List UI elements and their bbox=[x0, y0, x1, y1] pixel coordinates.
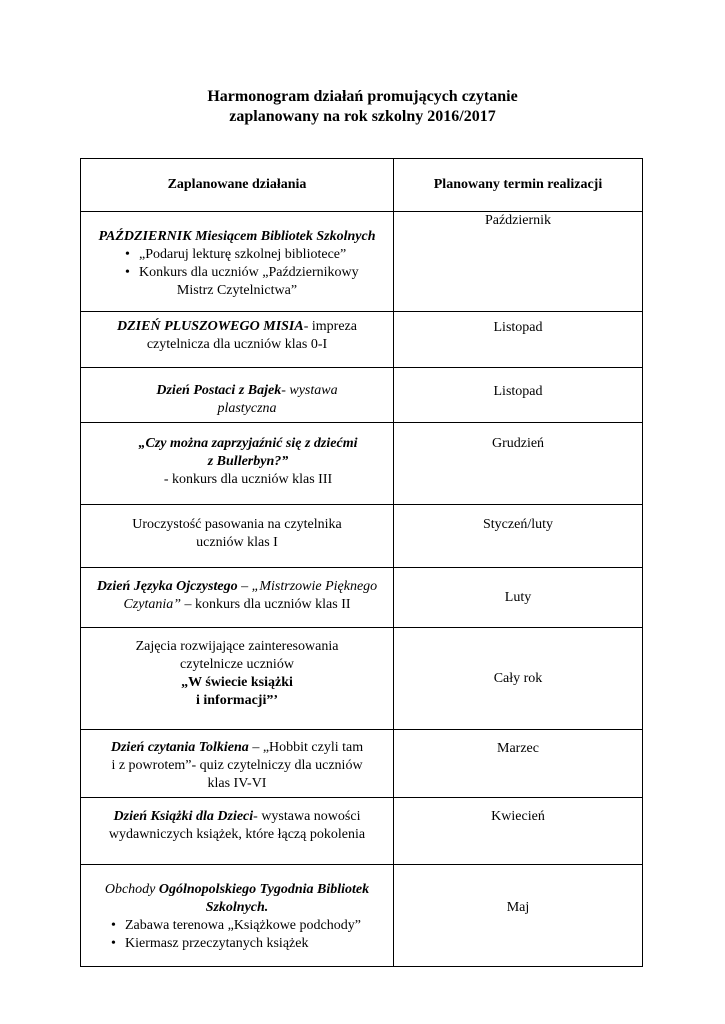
list-item: • Kiermasz przeczytanych książek bbox=[111, 935, 385, 953]
activity-cell bbox=[81, 212, 394, 312]
table-row bbox=[81, 865, 643, 967]
activity-line: plastyczna bbox=[217, 401, 277, 416]
activity-cell bbox=[81, 423, 394, 505]
activity-cell bbox=[81, 798, 394, 865]
activity-line: Zajęcia rozwijające zainteresowania bbox=[135, 639, 339, 654]
activity-line: czytelnicze uczniów bbox=[180, 657, 294, 672]
schedule-table bbox=[80, 158, 643, 967]
list-item: • Konkurs dla uczniów „Październikowy bbox=[125, 264, 385, 282]
table-row bbox=[81, 798, 643, 865]
list-item: • „Podaruj lekturę szkolnej bibliotece” bbox=[125, 246, 385, 264]
term-cell: Marzec bbox=[394, 730, 643, 798]
table-row bbox=[81, 628, 643, 730]
activity-cell bbox=[81, 568, 394, 628]
activity-cell bbox=[81, 865, 394, 967]
activity-title-line: Szkolnych. bbox=[205, 900, 269, 915]
activity-line: czytelnicza dla uczniów klas 0-I bbox=[146, 337, 328, 352]
activity-cell bbox=[81, 312, 394, 368]
term-cell: Listopad bbox=[394, 368, 643, 423]
activity-bullet-list bbox=[89, 917, 385, 953]
title-line-2: zaplanowany na rok szkolny 2016/2017 bbox=[229, 108, 496, 125]
activity-line: klas IV-VI bbox=[207, 776, 267, 791]
term-cell: Luty bbox=[394, 568, 643, 628]
activity-text: – bbox=[237, 579, 252, 594]
table-row bbox=[81, 423, 643, 505]
table-header-row bbox=[81, 159, 643, 212]
activity-text: Obchody bbox=[104, 882, 159, 897]
activity-title: „W świecie książki bbox=[181, 675, 293, 690]
activity-text: - wystawa bbox=[281, 383, 338, 398]
list-item: • Zabawa terenowa „Książkowe podchody” bbox=[111, 917, 385, 935]
activity-title-line: i informacji”’ bbox=[195, 693, 279, 708]
title-line-1: Harmonogram działań promujących czytanie bbox=[207, 88, 518, 105]
term-cell: Kwiecień bbox=[394, 798, 643, 865]
term-cell: Maj bbox=[394, 865, 643, 967]
table-row bbox=[81, 312, 643, 368]
activity-text: Czytania” bbox=[123, 597, 182, 612]
activity-cell bbox=[81, 505, 394, 568]
activity-title: PAŹDZIERNIK Miesiącem Bibliotek Szkolnych bbox=[98, 229, 376, 244]
table-row bbox=[81, 212, 643, 312]
table-row bbox=[81, 368, 643, 423]
activity-cell bbox=[81, 730, 394, 798]
activity-title: Dzień Postaci z Bajek bbox=[156, 383, 282, 398]
activity-title: Ogólnopolskiego Tygodnia Bibliotek bbox=[158, 882, 370, 897]
table-row bbox=[81, 568, 643, 628]
activity-title: Dzień czytania Tolkiena bbox=[110, 740, 249, 755]
header-activities: Zaplanowane działania bbox=[81, 159, 394, 212]
activity-text: – konkurs dla uczniów klas II bbox=[181, 597, 351, 612]
activity-title-line: z Bullerbyn?” bbox=[207, 454, 289, 469]
header-term: Planowany termin realizacji bbox=[394, 159, 643, 212]
activity-line: uczniów klas I bbox=[196, 535, 278, 550]
activity-title: „Czy można zaprzyjaźnić się z dziećmi bbox=[138, 436, 358, 451]
term-cell: Styczeń/luty bbox=[394, 505, 643, 568]
term-cell: Cały rok bbox=[394, 628, 643, 730]
activity-title: Dzień Języka Ojczystego bbox=[96, 579, 238, 594]
table-row bbox=[81, 505, 643, 568]
term-cell: Listopad bbox=[394, 312, 643, 368]
activity-text: – „Hobbit czyli tam bbox=[248, 740, 364, 755]
activity-line: i z powrotem”- quiz czytelniczy dla uczniów bbox=[111, 758, 363, 773]
activity-line: Mistrz Czytelnictwa” bbox=[176, 283, 298, 298]
term-cell: Październik bbox=[394, 212, 643, 312]
activity-line: Uroczystość pasowania na czytelnika bbox=[132, 517, 342, 532]
activity-cell bbox=[81, 368, 394, 423]
activity-text: - impreza bbox=[303, 319, 357, 334]
activity-title: DZIEŃ PLUSZOWEGO MISIA bbox=[117, 319, 304, 334]
activity-text: „Mistrzowie Pięknego bbox=[251, 579, 378, 594]
activity-text: - wystawa nowości bbox=[253, 809, 361, 824]
activity-line: - konkurs dla uczniów klas III bbox=[163, 472, 333, 487]
activity-line: wydawniczych książek, które łączą pokolenia bbox=[108, 827, 366, 842]
table-row bbox=[81, 730, 643, 798]
document-title bbox=[0, 87, 725, 127]
activity-cell bbox=[81, 628, 394, 730]
activity-title: Dzień Książki dla Dzieci bbox=[113, 809, 254, 824]
term-cell: Grudzień bbox=[394, 423, 643, 505]
activity-bullet-list bbox=[89, 246, 385, 282]
